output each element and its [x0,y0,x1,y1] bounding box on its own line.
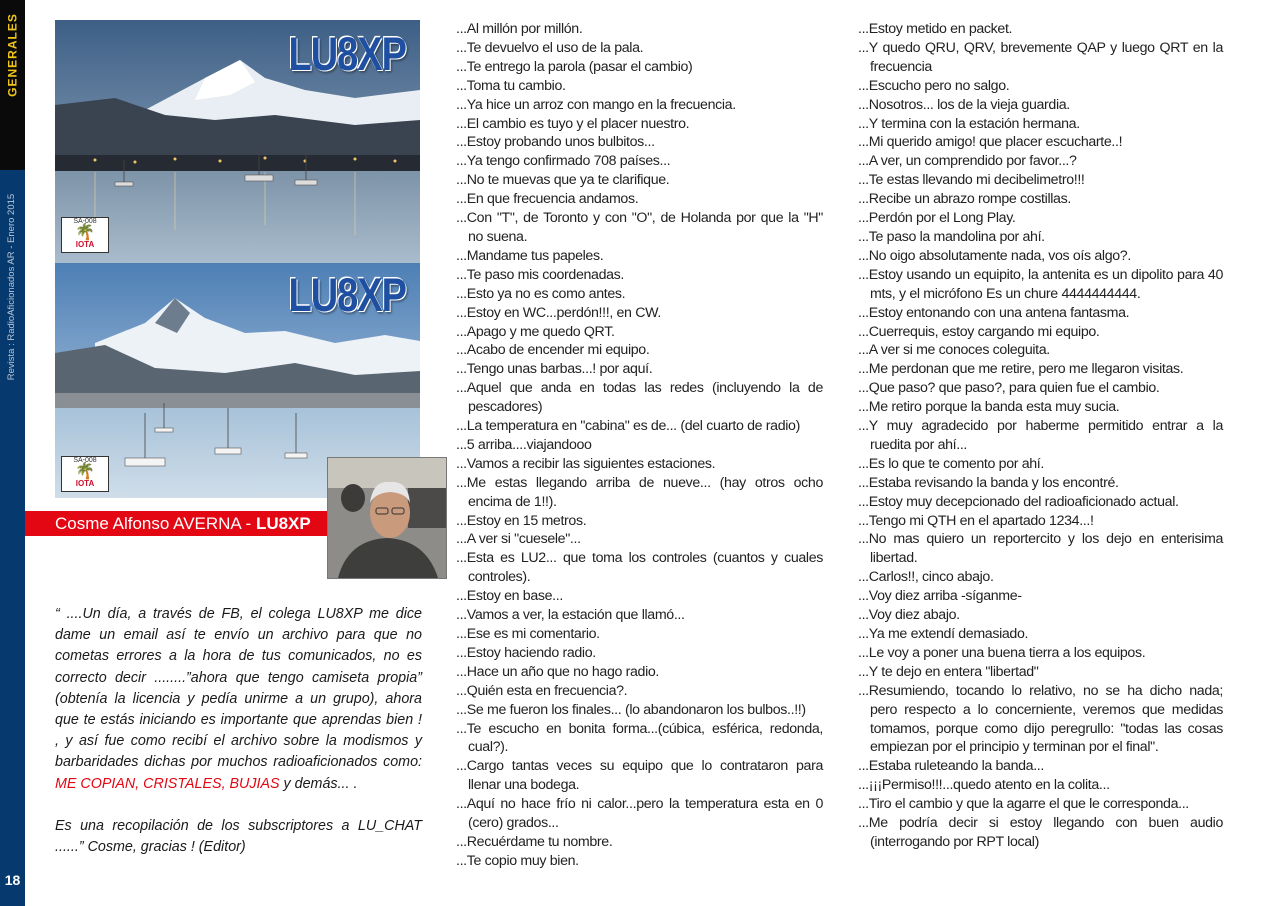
saying-item: ...Te copio muy bien. [456,852,579,869]
saying-item: ...Te paso mis coordenadas. [456,266,624,283]
saying-item: ...Recuérdame tu nombre. [456,833,613,850]
saying-item: ...Vamos a ver, la estación que llamó... [456,607,685,624]
sayings-column-1 [456,20,823,871]
saying-item: ...Con "T", de Toronto y con "O", de Holanda por que la "H" no suena. [456,210,823,245]
iota-label: IOTA [75,240,95,249]
saying-item: ...Voy diez abajo. [858,607,960,624]
saying-item: ...Te estas llevando mi decibelimetro!!! [858,172,1085,189]
iota-logo [61,456,109,492]
saying-item: ...Ya hice un arroz con mango en la frecuencia. [456,96,736,113]
saying-item: ...En que frecuencia andamos. [456,191,639,208]
saying-item: ...Tengo unas barbas...! por aquí. [456,361,653,378]
quote-text: “ ....Un día, a través de FB, el colega LU8XP me dice dame un email así te envío un archivo para que no cometas errores a la hora de tus comunicados, no es correcto decir ........”ahora que tengo camiseta propia” (obtenía la licencia y pedía unirme a un grupo), ahora que te estás iniciando es importante que aprendas bien ! , y así fue como recibí el archivo sobre la modismos y barbaridades dichas por muchos radioaficionados como: [55,606,422,771]
qsl-card-top [55,20,420,263]
author-callsign: LU8XP [255,514,311,533]
saying-item: ...Mi querido amigo! que placer escucharte..! [858,134,1123,151]
saying-item: ...Aquel que anda en todas las redes (incluyendo la de pescadores) [456,380,823,416]
page-number: 18 [4,872,21,888]
saying-item: ...No mas quiero un reportercito y los dejo en enterisima libertad. [858,531,1223,567]
author-name-bar [25,511,330,536]
saying-item: ...Cuerrequis, estoy cargando mi equipo. [858,323,1100,340]
palm-tree-icon: 🌴 [75,224,95,241]
saying-item: ...Estoy en base... [456,588,563,605]
saying-item: ...Estoy en 15 metros. [456,512,587,529]
saying-item: ...Ya tengo confirmado 708 países... [456,153,671,170]
quote-paragraph [55,604,422,795]
saying-item: ...Y muy agradecido por haberme permitido entrar a la ruedita por ahí... [858,418,1223,453]
saying-item: ...Cargo tantas veces su equipo que lo contrataron para llenar una bodega. [456,758,823,794]
saying-item: ...Se me fueron los finales... (lo abandonaron los bulbos..!!) [456,701,806,718]
saying-item: ...Y te dejo en entera "libertad" [858,663,1039,680]
saying-item: ...¡¡¡Permiso!!!...quedo atento en la colita... [858,777,1110,794]
saying-item: ...Carlos!!, cinco abajo. [858,569,994,586]
saying-item: ...Estoy usando un equipito, la antenita es un dipolito para 40 mts, y el micrófono Es un chure 4444444444. [858,266,1223,302]
quote-text-end: y demás... . [279,775,358,792]
saying-item: ...Te devuelvo el uso de la pala. [456,39,644,56]
saying-item: ...Estoy metido en packet. [858,21,1013,37]
saying-item: ...Resumiendo, tocando lo relativo, no se ha dicho nada; pero respecto a lo concerniente, veremos que medidas tomamos, porque como dijo peregrullo: "todas las cosas empiezan por el principio y terminan por el final". [858,682,1223,756]
magazine-label: Revista : RadioAficionados AR - Enero 2015 [6,193,17,381]
saying-item: ...Al millón por millón. [456,21,583,37]
saying-item: ...Toma tu cambio. [456,77,566,94]
saying-item: ...Estoy muy decepcionado del radioaficionado actual. [858,493,1179,510]
saying-item: ...Me estas llegando arriba de nueve... (hay otros ocho encima de 1!!). [456,474,823,510]
iota-reference: SA-008 [73,457,97,464]
sayings-column-2 [858,20,1223,852]
editor-quote [55,604,422,858]
saying-item: ...Te escucho en bonita forma...(cúbica, esférica, redonda, cual?). [456,720,823,756]
saying-item: ...Me retiro porque la banda esta muy sucia. [858,399,1120,416]
saying-item: ...Estoy probando unos bulbitos... [456,134,655,151]
saying-item: ...Apago y me quedo QRT. [456,323,615,340]
saying-item: ...Hace un año que no hago radio. [456,663,660,680]
quote-closing: Es una recopilación de los subscriptores a LU_CHAT ......” Cosme, gracias ! (Editor) [55,817,422,856]
qsl-callsign: LU8XP [288,28,406,82]
saying-item: ...Esta es LU2... que toma los controles (cuantos y cuales controles). [456,550,823,586]
saying-item: ...A ver si me conoces coleguita. [858,342,1050,359]
saying-item: ...Perdón por el Long Play. [858,210,1016,227]
quote-highlight: ME COPIAN, CRISTALES, BUJIAS [55,775,280,792]
saying-item: ...Y quedo QRU, QRV, brevemente QAP y luego QRT en la frecuencia [858,39,1223,75]
iota-logo [61,217,109,253]
iota-label: IOTA [75,479,95,488]
saying-item: ...A ver, un comprendido por favor...? [858,153,1077,170]
saying-item: ...5 arriba....viajandooo [456,436,592,453]
saying-item: ...Estoy en WC...perdón!!!, en CW. [456,304,661,321]
saying-item: ...Esto ya no es como antes. [456,285,626,302]
author-name: Cosme Alfonso AVERNA - [55,514,256,533]
saying-item: ...Recibe un abrazo rompe costillas. [858,191,1071,208]
saying-item: ...Escucho pero no salgo. [858,77,1010,94]
saying-item: ...Estoy entonando con una antena fantasma. [858,304,1130,321]
saying-item: ...Estoy haciendo radio. [456,644,596,661]
saying-item: ...Mandame tus papeles. [456,247,604,264]
saying-item: ...Ya me extendí demasiado. [858,626,1029,642]
saying-item: ...Aquí no hace frío ni calor...pero la temperatura esta en 0 (cero) grados... [456,796,823,832]
qsl-callsign: LU8XP [288,269,406,323]
saying-item: ...Ese es mi comentario. [456,626,600,642]
iota-reference: SA-008 [73,218,97,225]
saying-item: ...Estaba revisando la banda y los encontré. [858,474,1119,491]
saying-item: ...Vamos a recibir las siguientes estaciones. [456,455,716,472]
palm-tree-icon: 🌴 [75,463,95,480]
saying-item: ...A ver si "cuesele"... [456,531,581,548]
saying-item: ...Tiro el cambio y que la agarre el que le corresponda... [858,796,1189,813]
saying-item: ...Tengo mi QTH en el apartado 1234...! [858,512,1094,529]
author-photo [327,457,447,579]
saying-item: ...Le voy a poner una buena tierra a los equipos. [858,644,1146,661]
saying-item: ...Te entrego la parola (pasar el cambio) [456,58,693,75]
saying-item: ...El cambio es tuyo y el placer nuestro. [456,115,690,132]
saying-item: ...La temperatura en "cabina" es de... (del cuarto de radio) [456,418,800,435]
saying-item: ...No te muevas que ya te clarifique. [456,172,670,189]
saying-item: ...Acabo de encender mi equipo. [456,342,650,359]
saying-item: ...No oigo absolutamente nada, vos oís algo?. [858,247,1131,264]
saying-item: ...Me perdonan que me retire, pero me llegaron visitas. [858,361,1184,378]
saying-item: ...Que paso? que paso?, para quien fue el cambio. [858,380,1160,397]
saying-item: ...Es lo que te comento por ahí. [858,455,1044,472]
saying-item: ...Te paso la mandolina por ahí. [858,228,1045,245]
saying-item: ...Me podría decir si estoy llegando con buen audio (interrogando por RPT local) [858,815,1223,850]
section-label: GENERALES [5,13,20,97]
saying-item: ...Voy diez arriba -síganme- [858,588,1022,605]
saying-item: ...Quién esta en frecuencia?. [456,682,628,699]
saying-item: ...Nosotros... los de la vieja guardia. [858,96,1070,113]
saying-item: ...Estaba ruleteando la banda... [858,758,1044,775]
saying-item: ...Y termina con la estación hermana. [858,115,1080,132]
